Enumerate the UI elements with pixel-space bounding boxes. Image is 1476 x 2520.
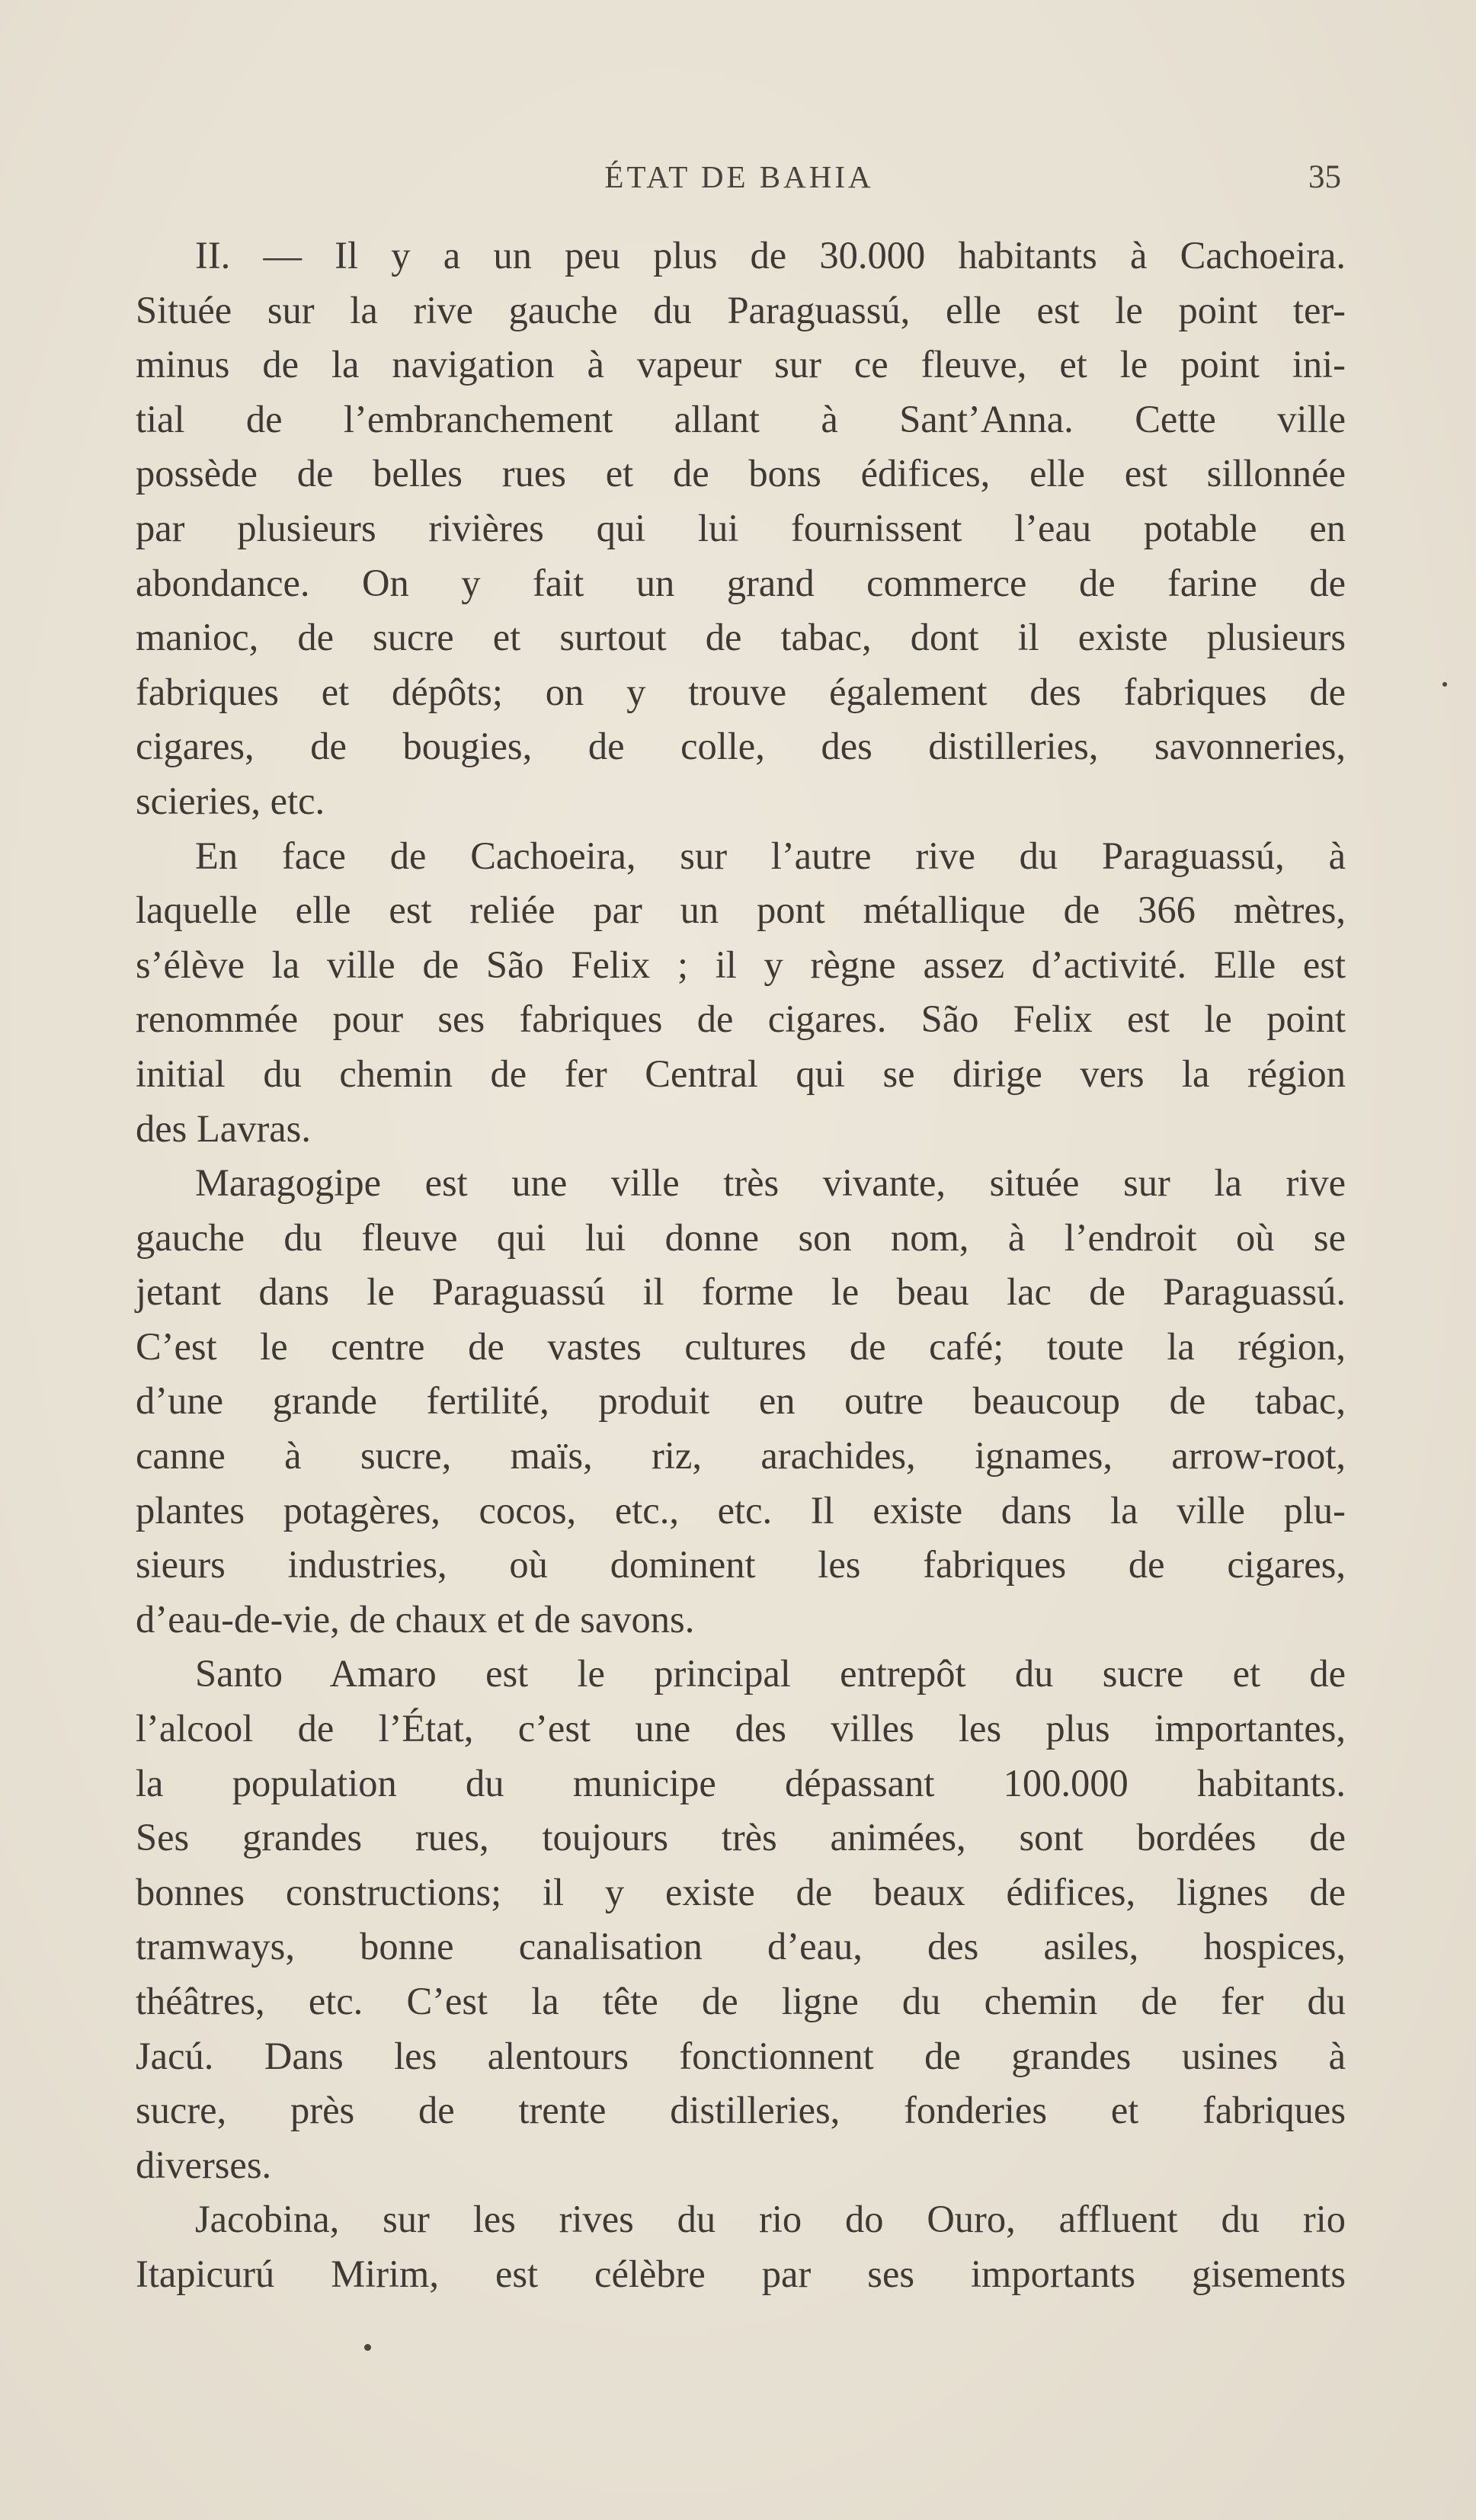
text-line: bonnes constructions; il y existe de beaux édifices, lignes de (136, 1870, 1346, 1913)
running-head (137, 159, 1341, 204)
text-line: abondance. On y fait un grand commerce de farine de (136, 561, 1346, 604)
paragraph-cachoeira (136, 229, 1346, 829)
text-line: possède de belles rues et de bons édifices, elle est sillonnée (136, 452, 1346, 495)
text-line: s’élève la ville de São Felix ; il y règne assez d’activité. Elle est (136, 943, 1346, 986)
text-line: par plusieurs rivières qui lui fournissent l’eau potable en (136, 506, 1346, 549)
text-line: d’une grande fertilité, produit en outre beaucoup de tabac, (136, 1379, 1346, 1423)
text-line: laquelle elle est reliée par un pont métallique de 366 mètres, (136, 889, 1346, 932)
text-line: Ses grandes rues, toujours très animées, sont bordées de (136, 1816, 1346, 1859)
text-line: Située sur la rive gauche du Paraguassú, elle est le point ter- (136, 288, 1346, 331)
text-line: Santo Amaro est le principal entrepôt du sucre et de (195, 1652, 1346, 1695)
text-line: plantes potagères, cocos, etc., etc. Il existe dans la ville plu- (136, 1488, 1346, 1532)
text-line: En face de Cachoeira, sur l’autre rive du Paraguassú, à (195, 834, 1346, 877)
paragraph-sao-felix (136, 829, 1346, 1157)
text-line: canne à sucre, maïs, riz, arachides, ignames, arrow-root, (136, 1434, 1346, 1478)
page-number: 35 (1308, 159, 1341, 195)
text-line: théâtres, etc. C’est la tête de ligne du chemin de fer du (136, 1980, 1346, 2022)
text-line: Jacobina, sur les rives du rio do Ouro, affluent du rio (195, 2198, 1346, 2241)
text-line: renommée pour ses fabriques de cigares. São Felix est le point (136, 997, 1346, 1041)
ink-speck (1442, 682, 1447, 687)
paragraph-maragogipe (136, 1156, 1346, 1647)
text-line: tial de l’embranchement allant à Sant’Anna. Cette ville (136, 397, 1346, 440)
text-line: sucre, près de trente distilleries, fonderies et fabriques (136, 2089, 1346, 2132)
text-line: l’alcool de l’État, c’est une des villes les plus importantes, (136, 1707, 1346, 1750)
text-line: des Lavras. (136, 1106, 311, 1150)
text-line: d’eau-de-vie, de chaux et de savons. (136, 1597, 695, 1641)
text-line: manioc, de sucre et surtout de tabac, dont il existe plusieurs (136, 616, 1346, 659)
text-line: initial du chemin de fer Central qui se dirige vers la région (136, 1052, 1346, 1095)
text-line: la population du municipe dépassant 100.000 habitants. (136, 1761, 1346, 1804)
paragraph-jacobina (136, 2192, 1346, 2301)
text-line: scieries, etc. (136, 779, 325, 822)
paragraph-santo-amaro (136, 1647, 1346, 2192)
ink-speck (364, 2344, 371, 2351)
text-line: C’est le centre de vastes cultures de café; toute la région, (136, 1324, 1346, 1368)
text-line: jetant dans le Paraguassú il forme le beau lac de Paraguassú. (136, 1270, 1346, 1314)
text-line: cigares, de bougies, de colle, des distilleries, savonneries, (136, 725, 1346, 768)
running-title: ÉTAT DE BAHIA (604, 159, 874, 194)
text-line: Itapicurú Mirim, est célèbre par ses importants gisements (136, 2252, 1346, 2295)
text-line: gauche du fleuve qui lui donne son nom, à l’endroit où se (136, 1215, 1346, 1259)
text-line: sieurs industries, où dominent les fabriques de cigares, (136, 1543, 1346, 1587)
text-line: fabriques et dépôts; on y trouve également des fabriques de (136, 670, 1346, 713)
text-line: minus de la navigation à vapeur sur ce fleuve, et le point ini- (136, 343, 1346, 386)
text-line: Maragogipe est une ville très vivante, située sur la rive (195, 1161, 1346, 1205)
text-line: diverses. (136, 2143, 272, 2186)
text-line: tramways, bonne canalisation d’eau, des asiles, hospices, (136, 1925, 1346, 1968)
text-line: II. — Il y a un peu plus de 30.000 habitants à Cachoeira. (195, 234, 1346, 277)
text-line: Jacú. Dans les alentours fonctionnent de grandes usines à (136, 2034, 1346, 2077)
body-text (136, 229, 1346, 2302)
